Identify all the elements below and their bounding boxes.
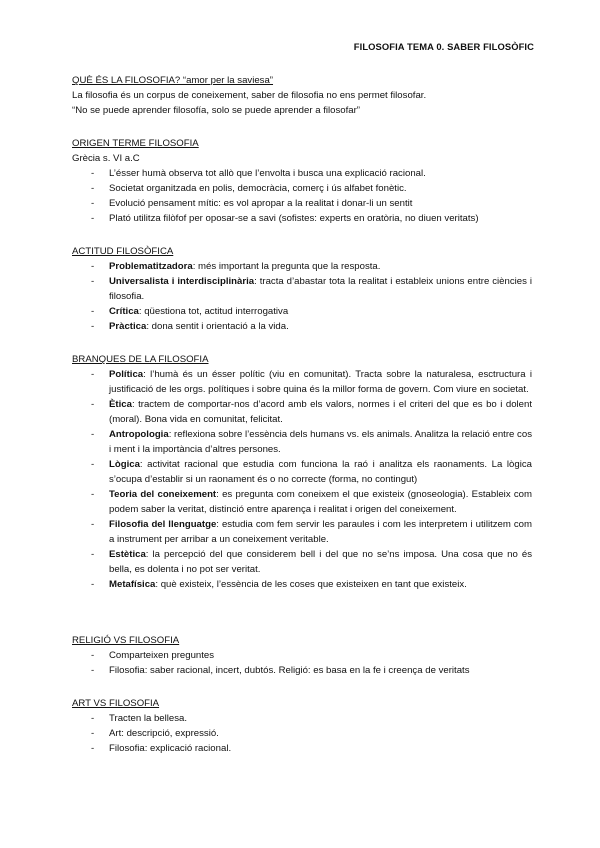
list-item [72, 274, 532, 304]
section-actitud [72, 244, 532, 334]
definition: : dona sentit i orientació a la vida. [146, 321, 289, 332]
list-item: - Filosofia: explicació racional. [72, 741, 532, 756]
section-heading: ORIGEN TERME FILOSOFIA [72, 138, 199, 149]
definition: : l’humà és un ésser polític (viu en comunitat). Tracta sobre la naturalesa, esctructura i justificació de les orgs. polítiques i sobre quina és la millor forma de govern. Com viure en societat. [109, 369, 532, 395]
section-subtitle: Grècia s. VI a.C [72, 153, 140, 164]
definition: : què existeix, l’essència de les coses que existeixen en tant que existeix. [155, 579, 467, 590]
term: Universalista i interdisciplinària [109, 276, 255, 287]
list-item: - Filosofia: saber racional, incert, dubtós. Religió: es basa en la fe i creença de veritats [72, 663, 532, 678]
bullet-list [72, 648, 532, 678]
list-item: - Art: descripció, expressió. [72, 726, 532, 741]
list-item [72, 487, 532, 517]
list-item: - Comparteixen preguntes [72, 648, 532, 663]
list-item [72, 304, 532, 319]
section-branques [72, 352, 532, 592]
term: Ètica [109, 399, 132, 410]
term: Teoria del coneixement [109, 489, 217, 500]
term: Pràctica [109, 321, 147, 332]
list-item [72, 259, 532, 274]
section-que-es [72, 73, 532, 118]
list-item [72, 319, 532, 334]
term: Antropologia [109, 429, 169, 440]
section-heading: ART VS FILOSOFIA [72, 698, 160, 709]
term: Lògica [109, 459, 140, 470]
term: Problematitzadora [109, 261, 193, 272]
term: Crítica [109, 306, 139, 317]
definition: : més important la pregunta que la resposta. [192, 261, 381, 272]
term: Estètica [109, 549, 146, 560]
list-item: - Plató utilitza filòfof per oposar-se a savi (sofistes: experts en oratòria, no diuen veritats) [72, 211, 532, 226]
bullet-list [72, 166, 532, 226]
section-heading: RELIGIÓ VS FILOSOFIA [72, 635, 180, 646]
list-item: - Tracten la bellesa. [72, 711, 532, 726]
list-item [72, 547, 532, 577]
definition: : la percepció del que considerem bell i del que no se’ns imposa. Una cosa que no és bella, es dolenta i no pot ser veritat. [109, 549, 532, 575]
list-item: - L’ésser humà observa tot allò que l’envolta i busca una explicació racional. [72, 166, 532, 181]
definition: : qüestiona tot, actitud interrogativa [138, 306, 289, 317]
paragraph-line: La filosofia és un corpus de coneixement, saber de filosofia no ens permet filosofar. [72, 90, 427, 101]
section-art [72, 696, 532, 756]
list-item [72, 427, 532, 457]
bullet-list [72, 711, 532, 756]
section-religio [72, 633, 532, 678]
term: Metafísica [109, 579, 156, 590]
definition: : es pregunta com coneixem el que existeix (gnoseologia). Estableix com podem saber la veritat, distinció entre aparença i realitat i origen del coneixement. [109, 489, 533, 515]
list-item [72, 577, 532, 592]
list-item: - Evolució pensament mític: es vol apropar a la realitat i donar-li un sentit [72, 196, 532, 211]
section-heading: QUÈ ÉS LA FILOSOFIA? “amor per la saviesa” [72, 75, 274, 86]
section-heading: ACTITUD FILOSÒFICA [72, 246, 174, 257]
section-heading: BRANQUES DE LA FILOSOFIA [72, 354, 209, 365]
bullet-list [72, 367, 532, 592]
paragraph-line: “No se puede aprender filosofía, solo se puede aprender a filosofar” [72, 105, 360, 116]
definition: : activitat racional que estudia com funciona la raó i analitza els raonaments. La lògica s’ocupa d’establir si un raonament és o no correcte (forma, no contingut) [109, 459, 532, 485]
definition: : tractem de comportar-nos d’acord amb els valors, normes i el criteri del que es bo i dolent (moral). Bona vida en comunitat, felicitat. [109, 399, 532, 425]
list-item [72, 367, 532, 397]
definition: : reflexiona sobre l’essència dels humans vs. els animals. Analitza la relació entre cos i ment i la importància d’altres persones. [109, 429, 532, 455]
term: Política [109, 369, 144, 380]
list-item [72, 517, 532, 547]
document-title: FILOSOFIA TEMA 0. SABER FILOSÒFIC [353, 41, 534, 52]
list-item [72, 457, 532, 487]
bullet-list [72, 259, 532, 334]
definition: : estudia com fem servir les paraules i com les interpretem i utilitzem com a instrument per arribar a un coneixement veritable. [109, 519, 532, 545]
definition: : tracta d’abastar tota la realitat i estableix unions entre ciències i filosofia. [109, 276, 532, 302]
term: Filosofia del llenguatge [109, 519, 217, 530]
section-origen [72, 136, 532, 226]
list-item [72, 397, 532, 427]
list-item: - Societat organitzada en polis, democràcia, comerç i ús alfabet fonètic. [72, 181, 532, 196]
